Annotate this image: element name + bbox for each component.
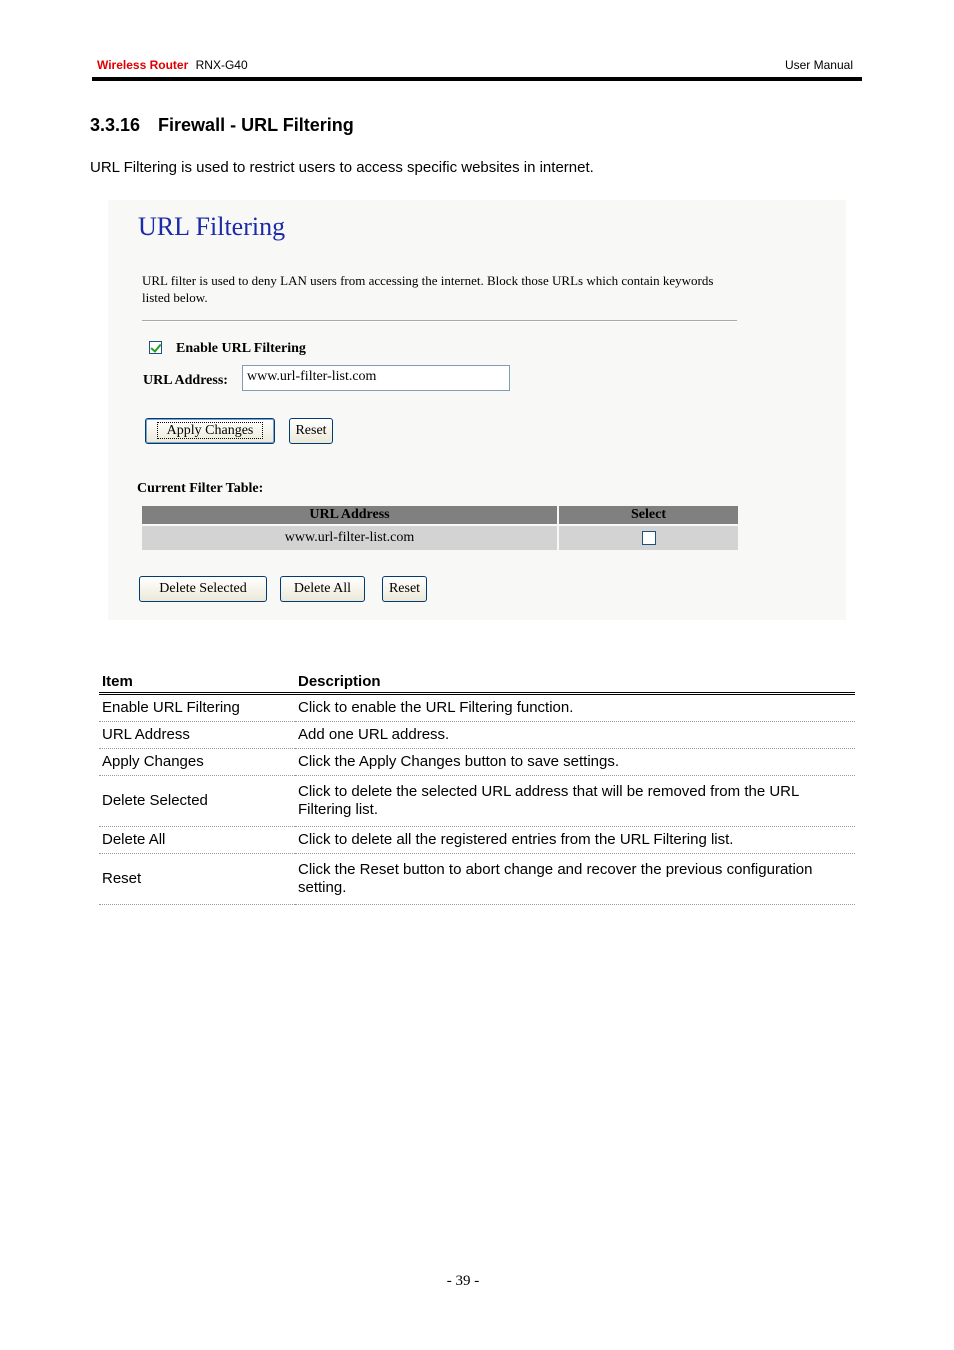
header-model: RNX-G40 — [195, 58, 248, 72]
delete-selected-button[interactable]: Delete Selected — [139, 576, 267, 602]
description-cell: Add one URL address. — [295, 722, 855, 749]
item-cell: Enable URL Filtering — [99, 694, 295, 722]
col-header-description: Description — [295, 667, 855, 694]
screenshot-divider — [142, 320, 737, 322]
page-number: - 39 - — [446, 1273, 480, 1289]
header-doc-type: User Manual — [784, 58, 853, 72]
url-address-label: URL Address: — [143, 373, 228, 388]
current-filter-table-label: Current Filter Table: — [137, 481, 264, 496]
reset-button[interactable]: Reset — [289, 418, 333, 444]
item-description-table — [99, 667, 855, 905]
current-filter-table — [140, 504, 740, 552]
apply-changes-label: Apply Changes — [157, 422, 264, 439]
url-filtering-screenshot — [108, 200, 846, 620]
item-cell: Delete All — [99, 827, 295, 854]
table-row — [99, 749, 855, 776]
table-row — [142, 526, 738, 550]
description-cell: Click to enable the URL Filtering function. — [295, 694, 855, 722]
description-cell: Click to delete all the registered entries from the URL Filtering list. — [295, 827, 855, 854]
section-number: 3.3.16 — [90, 115, 141, 135]
item-cell: Reset — [99, 854, 295, 905]
table-row — [99, 854, 855, 905]
col-header-select: Select — [559, 506, 738, 524]
filter-url-cell: www.url-filter-list.com — [142, 526, 557, 550]
reset-table-button[interactable]: Reset — [382, 576, 427, 602]
section-heading — [90, 115, 354, 136]
col-header-url-address: URL Address — [142, 506, 557, 524]
header-product — [97, 58, 248, 72]
url-address-input[interactable]: www.url-filter-list.com — [242, 365, 510, 391]
description-cell: Click the Apply Changes button to save settings. — [295, 749, 855, 776]
description-cell: Click the Reset button to abort change and recover the previous configuration setting. — [295, 854, 855, 905]
header-divider — [92, 77, 862, 81]
enable-url-filtering-checkbox[interactable] — [149, 341, 162, 354]
table-row — [99, 694, 855, 722]
item-cell: Apply Changes — [99, 749, 295, 776]
description-cell: Click to delete the selected URL address that will be removed from the URL Filtering list. — [295, 776, 855, 827]
delete-all-button[interactable]: Delete All — [280, 576, 365, 602]
table-row — [99, 776, 855, 827]
section-title: Firewall - URL Filtering — [158, 115, 354, 135]
apply-changes-button[interactable] — [145, 418, 275, 444]
item-cell: Delete Selected — [99, 776, 295, 827]
select-row-checkbox[interactable] — [642, 531, 656, 545]
screenshot-title: URL Filtering — [138, 212, 286, 241]
section-intro: URL Filtering is used to restrict users to access specific websites in internet. — [90, 159, 594, 176]
select-cell — [559, 526, 738, 550]
item-cell: URL Address — [99, 722, 295, 749]
col-header-item: Item — [99, 667, 295, 694]
header-brand: Wireless Router — [97, 58, 189, 72]
table-row — [99, 827, 855, 854]
table-row — [99, 722, 855, 749]
screenshot-description: URL filter is used to deny LAN users from accessing the internet. Block those URLs which contain keywords listed below. — [142, 273, 714, 305]
enable-url-filtering-label: Enable URL Filtering — [176, 341, 306, 356]
